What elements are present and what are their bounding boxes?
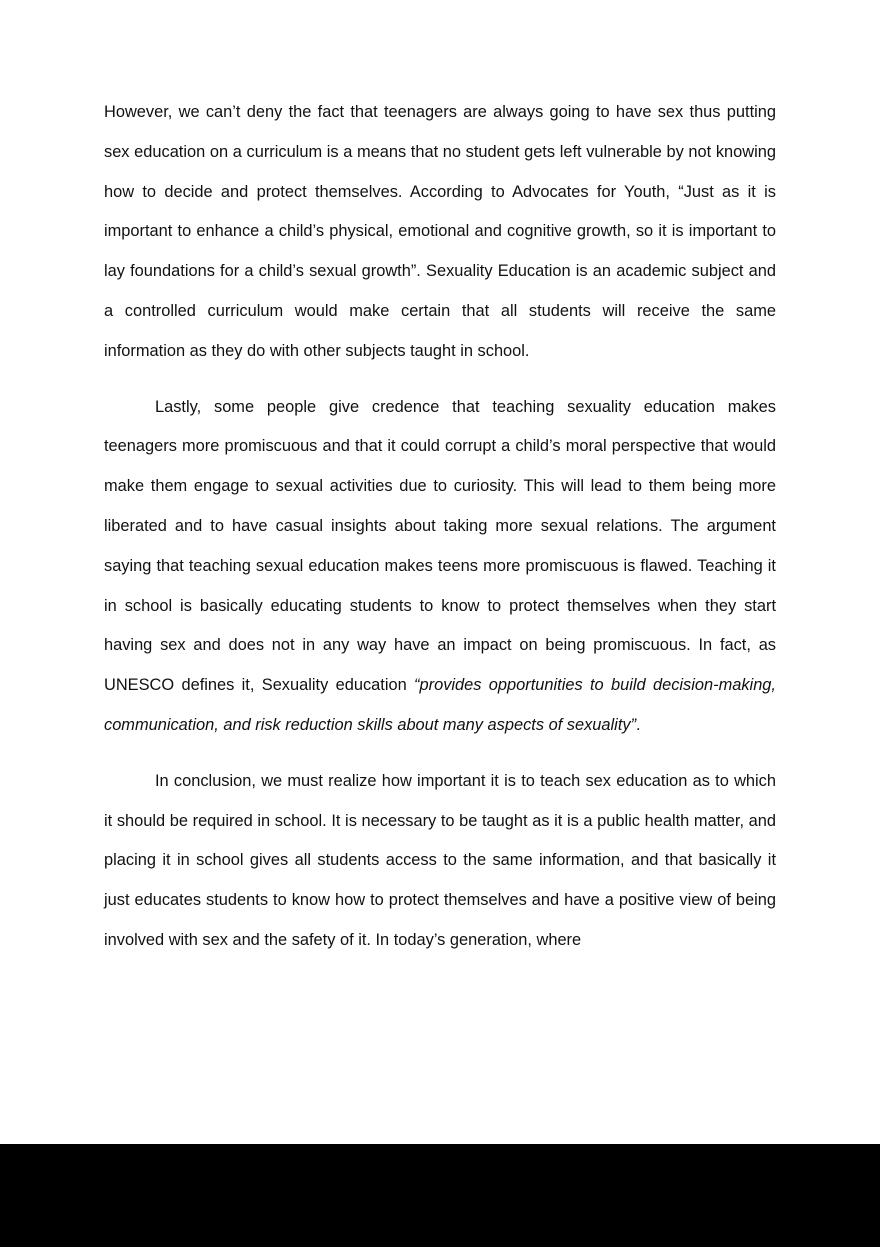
- paragraph-body-text: Lastly, some people give credence that teaching sexuality education makes teenagers more promiscuous and that it could corrupt a child’s moral perspective that would make them engage to sexual activities due to curiosity. This will lead to them being more liberated and to have casual insights about taking more sexual relations. The argument saying that teaching sexual education makes teens more promiscuous is flawed. Teaching it in school is basically educating students to know to protect themselves when they start having sex and does not in any way have an impact on being promiscuous. In fact, as UNESCO defines it, Sexuality education: [104, 397, 776, 695]
- paragraph-advocates-for-youth: However, we can’t deny the fact that teenagers are always going to have sex thus putting sex education on a curriculum is a means that no student gets left vulnerable by not knowing how to decide and protect themselves. According to Advocates for Youth, “Just as it is important to enhance a child’s physical, emotional and cognitive growth, so it is important to lay foundations for a child’s sexual growth”. Sexuality Education is an academic subject and a controlled curriculum would make certain that all students will receive the same information as they do with other subjects taught in school.: [104, 103, 776, 360]
- paragraph-conclusion: In conclusion, we must realize how important it is to teach sex education as to which it should be required in school. It is necessary to be taught as it is a public health matter, and placing it in school gives all students access to the same information, and that basically it just educates students to know how to protect themselves and have a positive view of being involved with sex and the safety of it. In today’s generation, where: [104, 771, 776, 949]
- unesco-quote: “provides opportunities to build decision-making, communication, and risk reduction skills about many aspects of sexuality”: [104, 676, 776, 734]
- paragraph-promiscuity-argument: [104, 388, 776, 746]
- body-text: [104, 93, 776, 977]
- viewer-background-band: [0, 1144, 880, 1247]
- quote-terminal-period: .: [636, 715, 641, 734]
